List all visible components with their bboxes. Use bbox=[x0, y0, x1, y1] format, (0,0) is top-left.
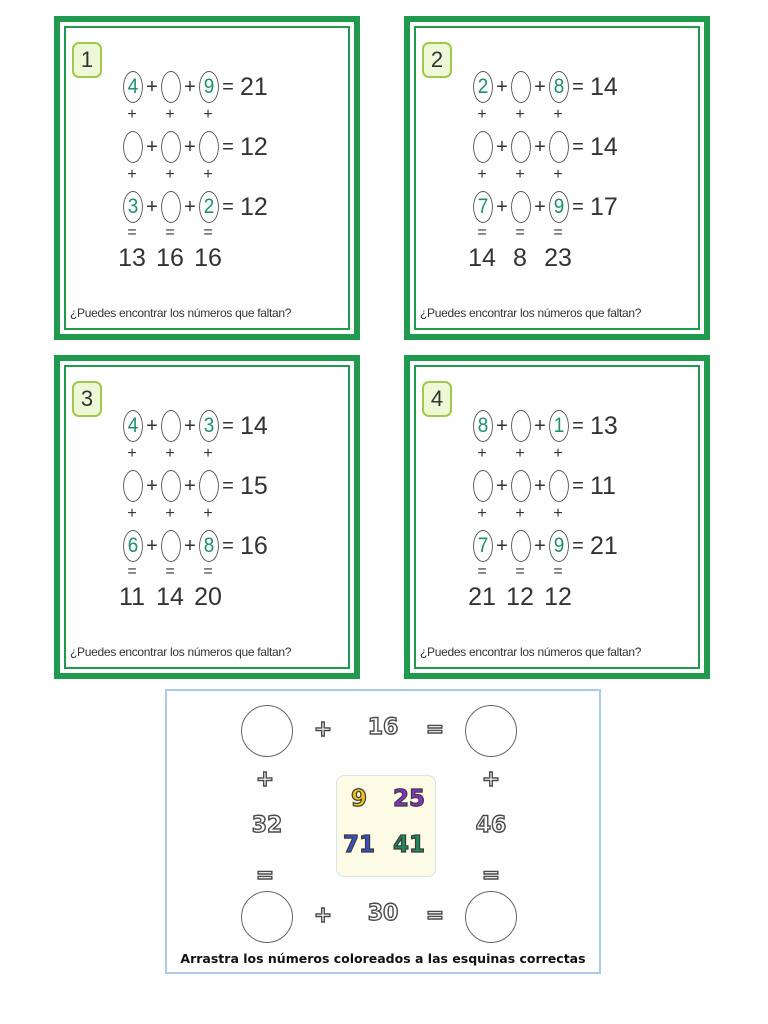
given-number: 2 bbox=[199, 191, 219, 223]
equation-row bbox=[472, 529, 618, 563]
plus-sign: + bbox=[496, 474, 508, 497]
card-number-badge: 2 bbox=[422, 42, 452, 78]
equals-sign: = bbox=[222, 195, 234, 218]
given-number: 4 bbox=[123, 71, 143, 103]
equals-sign: = bbox=[203, 563, 213, 580]
plus-sign: + bbox=[146, 474, 158, 497]
drop-slot-bottom-left[interactable] bbox=[241, 891, 293, 943]
card-number-badge: 4 bbox=[422, 381, 452, 417]
plus-sign: + bbox=[477, 445, 487, 462]
plus-sign: + bbox=[184, 75, 196, 98]
bottom-middle-number: 30 bbox=[367, 901, 399, 926]
given-number: 7 bbox=[473, 530, 493, 562]
plus-sign: + bbox=[534, 195, 546, 218]
row-total: 11 bbox=[590, 471, 616, 500]
row-total: 21 bbox=[590, 531, 618, 560]
plus-sign: + bbox=[146, 414, 158, 437]
plus-sign: + bbox=[165, 505, 175, 522]
card-number-badge: 1 bbox=[72, 42, 102, 78]
plus-sign: + bbox=[534, 135, 546, 158]
plus-sign: + bbox=[553, 445, 563, 462]
equals-sign: = bbox=[572, 474, 584, 497]
equals-sign: = bbox=[553, 224, 563, 241]
equals-sign: = bbox=[425, 903, 445, 928]
drop-slot-top-left[interactable] bbox=[241, 705, 293, 757]
card-frame bbox=[64, 26, 350, 330]
plus-sign: + bbox=[481, 767, 501, 792]
given-number: 3 bbox=[123, 191, 143, 223]
empty-number-slot[interactable] bbox=[511, 470, 531, 502]
given-number: 2 bbox=[473, 71, 493, 103]
plus-sign: + bbox=[184, 474, 196, 497]
plus-sign: + bbox=[553, 166, 563, 183]
plus-sign: + bbox=[127, 166, 137, 183]
row-total: 12 bbox=[240, 132, 268, 161]
empty-number-slot[interactable] bbox=[473, 131, 493, 163]
equals-sign: = bbox=[127, 224, 137, 241]
empty-number-slot[interactable] bbox=[511, 71, 531, 103]
row-total: 14 bbox=[590, 132, 618, 161]
drag-puzzle-board bbox=[165, 689, 601, 974]
plus-sign: + bbox=[515, 505, 525, 522]
plus-sign: + bbox=[553, 505, 563, 522]
equation-row bbox=[122, 409, 268, 443]
equals-sign: = bbox=[572, 195, 584, 218]
equals-sign: = bbox=[255, 863, 275, 888]
column-total: 12 bbox=[544, 583, 572, 611]
empty-number-slot[interactable] bbox=[161, 530, 181, 562]
column-total: 11 bbox=[119, 583, 145, 611]
equation-row bbox=[122, 130, 268, 164]
equals-sign: = bbox=[425, 717, 445, 742]
equation-row bbox=[472, 469, 616, 503]
right-middle-number: 46 bbox=[475, 813, 507, 838]
plus-sign: + bbox=[534, 534, 546, 557]
plus-sign: + bbox=[184, 135, 196, 158]
card-frame bbox=[414, 365, 700, 669]
plus-sign: + bbox=[255, 767, 275, 792]
equation-row bbox=[122, 190, 268, 224]
empty-number-slot[interactable] bbox=[549, 470, 569, 502]
row-total: 17 bbox=[590, 192, 618, 221]
column-total: 16 bbox=[156, 244, 184, 272]
equals-sign: = bbox=[572, 414, 584, 437]
left-middle-number: 32 bbox=[251, 813, 283, 838]
equals-sign: = bbox=[572, 135, 584, 158]
empty-number-slot[interactable] bbox=[161, 191, 181, 223]
equals-sign: = bbox=[222, 75, 234, 98]
equation-row bbox=[472, 130, 618, 164]
given-number: 9 bbox=[199, 71, 219, 103]
given-number: 6 bbox=[123, 530, 143, 562]
plus-sign: + bbox=[203, 166, 213, 183]
equation-row bbox=[122, 70, 268, 104]
empty-number-slot[interactable] bbox=[511, 530, 531, 562]
plus-sign: + bbox=[165, 106, 175, 123]
number-tray bbox=[336, 775, 436, 877]
column-total: 14 bbox=[468, 244, 496, 272]
card-prompt: ¿Puedes encontrar los números que faltan? bbox=[70, 645, 292, 659]
plus-sign: + bbox=[146, 75, 158, 98]
card-frame bbox=[414, 26, 700, 330]
empty-number-slot[interactable] bbox=[473, 470, 493, 502]
card-prompt: ¿Puedes encontrar los números que faltan? bbox=[420, 306, 642, 320]
given-number: 8 bbox=[199, 530, 219, 562]
plus-sign: + bbox=[515, 106, 525, 123]
plus-sign: + bbox=[184, 414, 196, 437]
draggable-number-41[interactable]: 41 bbox=[393, 832, 426, 858]
row-total: 12 bbox=[240, 192, 268, 221]
equals-sign: = bbox=[165, 563, 175, 580]
equals-sign: = bbox=[222, 474, 234, 497]
empty-number-slot[interactable] bbox=[161, 71, 181, 103]
row-total: 16 bbox=[240, 531, 268, 560]
equals-sign: = bbox=[222, 135, 234, 158]
plus-sign: + bbox=[184, 195, 196, 218]
drop-slot-top-right[interactable] bbox=[465, 705, 517, 757]
empty-number-slot[interactable] bbox=[161, 131, 181, 163]
given-number: 9 bbox=[549, 530, 569, 562]
column-total: 8 bbox=[513, 244, 527, 272]
card-prompt: ¿Puedes encontrar los números que faltan? bbox=[70, 306, 292, 320]
column-total: 20 bbox=[194, 583, 222, 611]
equals-sign: = bbox=[572, 75, 584, 98]
column-total: 16 bbox=[194, 244, 222, 272]
card-prompt: ¿Puedes encontrar los números que faltan? bbox=[420, 645, 642, 659]
plus-sign: + bbox=[534, 75, 546, 98]
card-frame bbox=[64, 365, 350, 669]
given-number: 3 bbox=[199, 410, 219, 442]
empty-number-slot[interactable] bbox=[161, 470, 181, 502]
card-number-badge: 3 bbox=[72, 381, 102, 417]
empty-number-slot[interactable] bbox=[161, 410, 181, 442]
plus-sign: + bbox=[203, 106, 213, 123]
plus-sign: + bbox=[127, 445, 137, 462]
puzzle-card-4 bbox=[404, 355, 710, 679]
equation-row bbox=[472, 190, 618, 224]
top-middle-number: 16 bbox=[367, 715, 399, 740]
given-number: 8 bbox=[473, 410, 493, 442]
given-number: 7 bbox=[473, 191, 493, 223]
column-total: 23 bbox=[544, 244, 572, 272]
row-total: 14 bbox=[590, 72, 618, 101]
plus-sign: + bbox=[127, 106, 137, 123]
plus-sign: + bbox=[203, 445, 213, 462]
plus-sign: + bbox=[496, 75, 508, 98]
column-total: 13 bbox=[118, 244, 146, 272]
puzzle-card-3 bbox=[54, 355, 360, 679]
plus-sign: + bbox=[515, 445, 525, 462]
plus-sign: + bbox=[477, 505, 487, 522]
column-total: 12 bbox=[506, 583, 534, 611]
plus-sign: + bbox=[496, 135, 508, 158]
plus-sign: + bbox=[553, 106, 563, 123]
equation-row bbox=[122, 529, 268, 563]
empty-number-slot[interactable] bbox=[549, 131, 569, 163]
equals-sign: = bbox=[203, 224, 213, 241]
row-total: 21 bbox=[240, 72, 268, 101]
empty-number-slot[interactable] bbox=[511, 131, 531, 163]
plus-sign: + bbox=[515, 166, 525, 183]
instruction-text: Arrastra los números coloreados a las esquinas correctas bbox=[180, 951, 586, 966]
equals-sign: = bbox=[222, 534, 234, 557]
equation-row bbox=[472, 70, 618, 104]
equals-sign: = bbox=[477, 224, 487, 241]
column-total: 14 bbox=[156, 583, 184, 611]
empty-number-slot[interactable] bbox=[511, 191, 531, 223]
plus-sign: + bbox=[165, 445, 175, 462]
plus-sign: + bbox=[496, 534, 508, 557]
empty-number-slot[interactable] bbox=[123, 470, 143, 502]
plus-sign: + bbox=[146, 135, 158, 158]
plus-sign: + bbox=[313, 903, 333, 928]
plus-sign: + bbox=[534, 414, 546, 437]
equals-sign: = bbox=[165, 224, 175, 241]
plus-sign: + bbox=[203, 505, 213, 522]
puzzle-card-1 bbox=[54, 16, 360, 340]
draggable-number-9[interactable]: 9 bbox=[351, 786, 368, 812]
puzzle-card-2 bbox=[404, 16, 710, 340]
plus-sign: + bbox=[477, 166, 487, 183]
empty-number-slot[interactable] bbox=[123, 131, 143, 163]
equals-sign: = bbox=[127, 563, 137, 580]
given-number: 1 bbox=[549, 410, 569, 442]
empty-number-slot[interactable] bbox=[511, 410, 531, 442]
equals-sign: = bbox=[553, 563, 563, 580]
row-total: 13 bbox=[590, 411, 618, 440]
given-number: 8 bbox=[549, 71, 569, 103]
empty-number-slot[interactable] bbox=[199, 131, 219, 163]
plus-sign: + bbox=[146, 534, 158, 557]
plus-sign: + bbox=[313, 717, 333, 742]
equals-sign: = bbox=[515, 563, 525, 580]
plus-sign: + bbox=[496, 195, 508, 218]
equals-sign: = bbox=[481, 863, 501, 888]
equals-sign: = bbox=[572, 534, 584, 557]
given-number: 4 bbox=[123, 410, 143, 442]
equation-row bbox=[472, 409, 618, 443]
plus-sign: + bbox=[165, 166, 175, 183]
plus-sign: + bbox=[146, 195, 158, 218]
plus-sign: + bbox=[534, 474, 546, 497]
draggable-number-25[interactable]: 25 bbox=[393, 786, 426, 812]
row-total: 15 bbox=[240, 471, 268, 500]
column-total: 21 bbox=[468, 583, 496, 611]
row-total: 14 bbox=[240, 411, 268, 440]
given-number: 9 bbox=[549, 191, 569, 223]
plus-sign: + bbox=[127, 505, 137, 522]
plus-sign: + bbox=[477, 106, 487, 123]
drop-slot-bottom-right[interactable] bbox=[465, 891, 517, 943]
plus-sign: + bbox=[184, 534, 196, 557]
equation-row bbox=[122, 469, 268, 503]
equals-sign: = bbox=[222, 414, 234, 437]
equals-sign: = bbox=[515, 224, 525, 241]
equals-sign: = bbox=[477, 563, 487, 580]
plus-sign: + bbox=[496, 414, 508, 437]
draggable-number-71[interactable]: 71 bbox=[343, 832, 376, 858]
empty-number-slot[interactable] bbox=[199, 470, 219, 502]
